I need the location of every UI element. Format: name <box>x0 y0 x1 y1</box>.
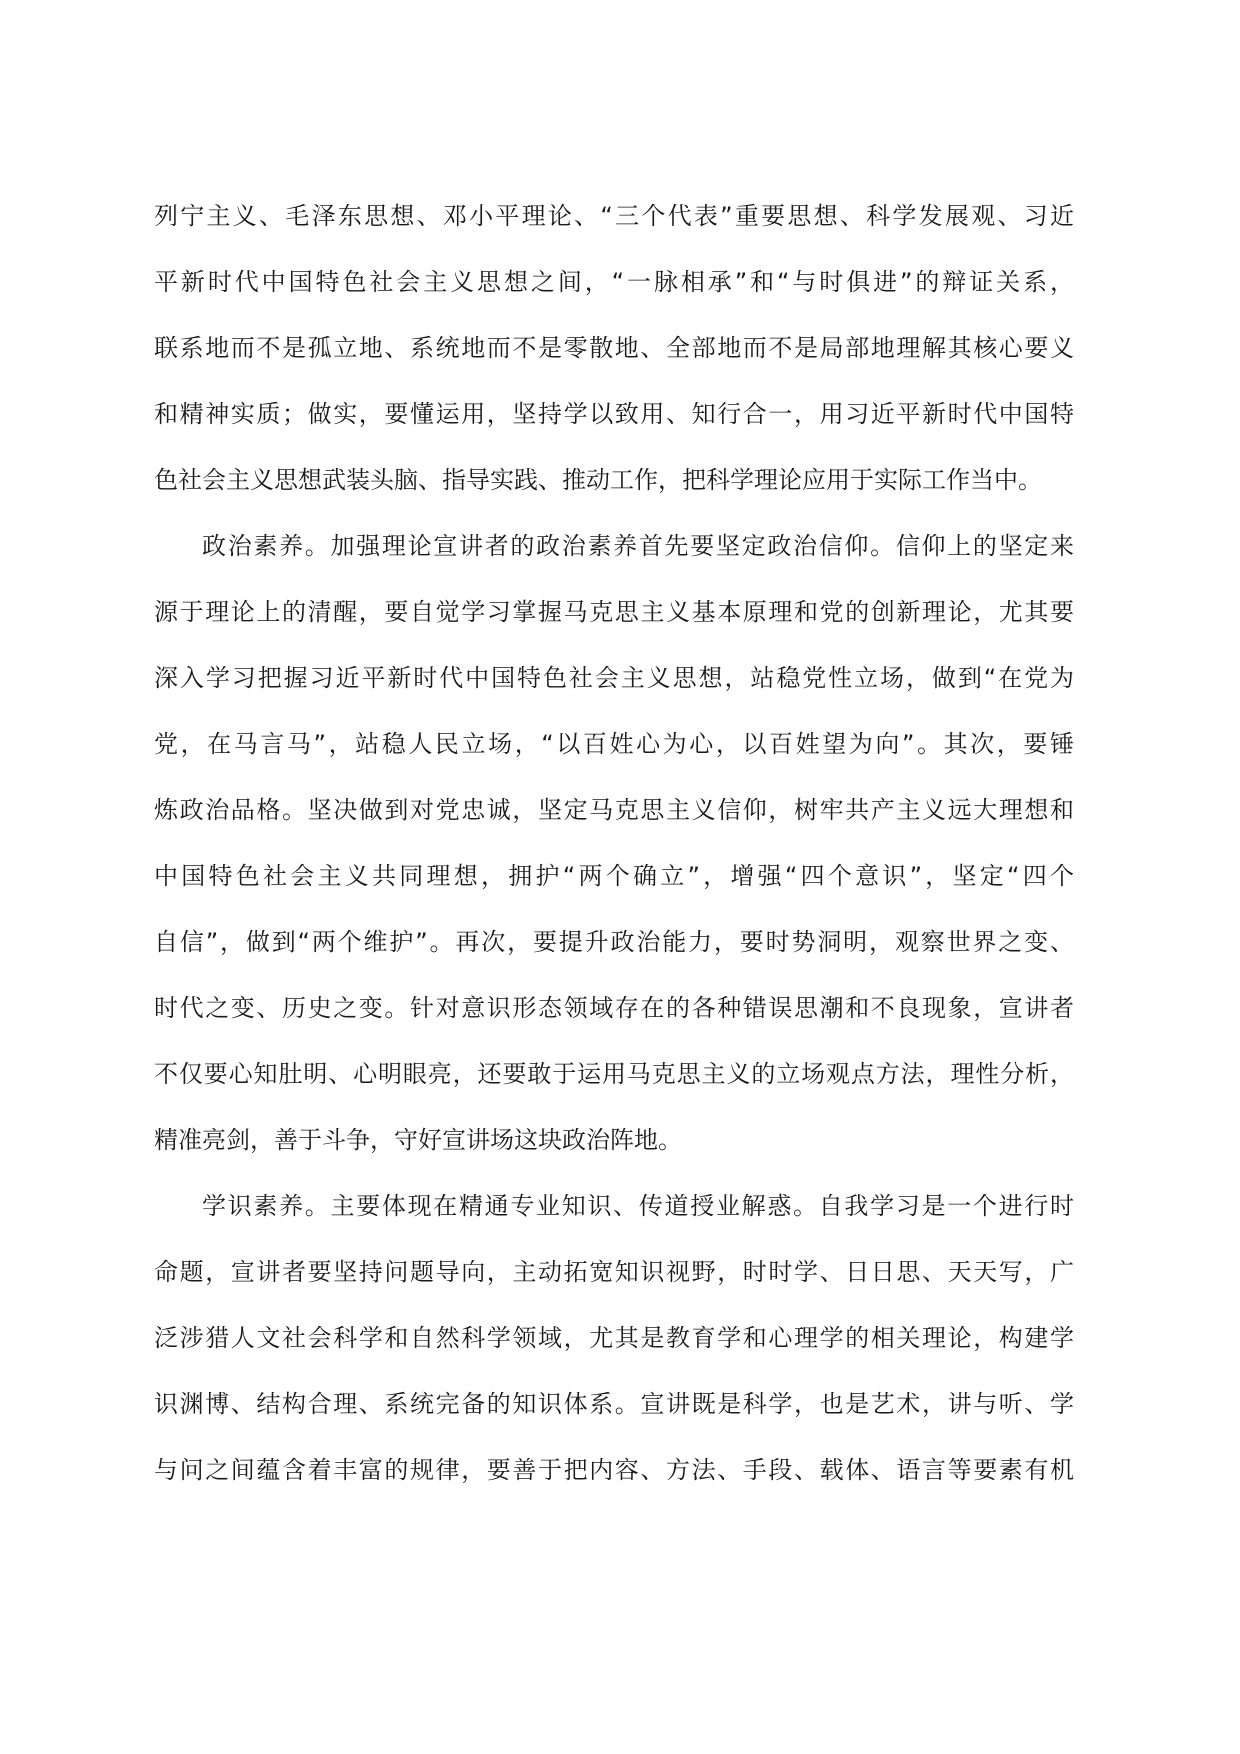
paragraph-start-knowledge-literacy: 学识素养。主要体现在精通专业知识、传道授业解惑。自我学习是一个进行时 <box>202 1192 1074 1220</box>
text-line: 不仅要心知肚明、心明眼亮，还要敢于运用马克思主义的立场观点方法，理性分析， <box>154 1060 1074 1088</box>
text-line: 平新时代中国特色社会主义思想之间，“一脉相承”和“与时俱进”的辩证关系， <box>154 268 1074 296</box>
text-line: 中国特色社会主义共同理想，拥护“两个确立”，增强“四个意识”，坚定“四个 <box>154 862 1074 890</box>
text-line: 党，在马言马”，站稳人民立场，“以百姓心为心，以百姓望为向”。其次，要锤 <box>154 730 1074 758</box>
text-line: 深入学习把握习近平新时代中国特色社会主义思想，站稳党性立场，做到“在党为 <box>154 664 1074 692</box>
text-line: 和精神实质；做实，要懂运用，坚持学以致用、知行合一，用习近平新时代中国特 <box>154 400 1074 428</box>
text-line: 泛涉猎人文社会科学和自然科学领域，尤其是教育学和心理学的相关理论，构建学 <box>154 1324 1074 1352</box>
text-line: 精准亮剑，善于斗争，守好宣讲场这块政治阵地。 <box>154 1126 682 1154</box>
paragraph-start-political-literacy: 政治素养。加强理论宣讲者的政治素养首先要坚定政治信仰。信仰上的坚定来 <box>202 532 1074 560</box>
text-line: 列宁主义、毛泽东思想、邓小平理论、“三个代表”重要思想、科学发展观、习近 <box>154 202 1074 230</box>
text-line: 炼政治品格。坚决做到对党忠诚，坚定马克思主义信仰，树牢共产主义远大理想和 <box>154 796 1074 824</box>
text-line: 命题，宣讲者要坚持问题导向，主动拓宽知识视野，时时学、日日思、天天写，广 <box>154 1258 1074 1286</box>
document-body <box>154 183 1074 1503</box>
text-line: 识渊博、结构合理、系统完备的知识体系。宣讲既是科学，也是艺术，讲与听、学 <box>154 1390 1074 1418</box>
text-line: 时代之变、历史之变。针对意识形态领域存在的各种错误思潮和不良现象，宣讲者 <box>154 994 1074 1022</box>
text-line: 联系地而不是孤立地、系统地而不是零散地、全部地而不是局部地理解其核心要义 <box>154 334 1074 362</box>
text-line: 与问之间蕴含着丰富的规律，要善于把内容、方法、手段、载体、语言等要素有机 <box>154 1456 1074 1484</box>
text-line: 源于理论上的清醒，要自觉学习掌握马克思主义基本原理和党的创新理论，尤其要 <box>154 598 1074 626</box>
text-line: 自信”，做到“两个维护”。再次，要提升政治能力，要时势洞明，观察世界之变、 <box>154 928 1074 956</box>
text-line: 色社会主义思想武装头脑、指导实践、推动工作，把科学理论应用于实际工作当中。 <box>154 466 1042 494</box>
